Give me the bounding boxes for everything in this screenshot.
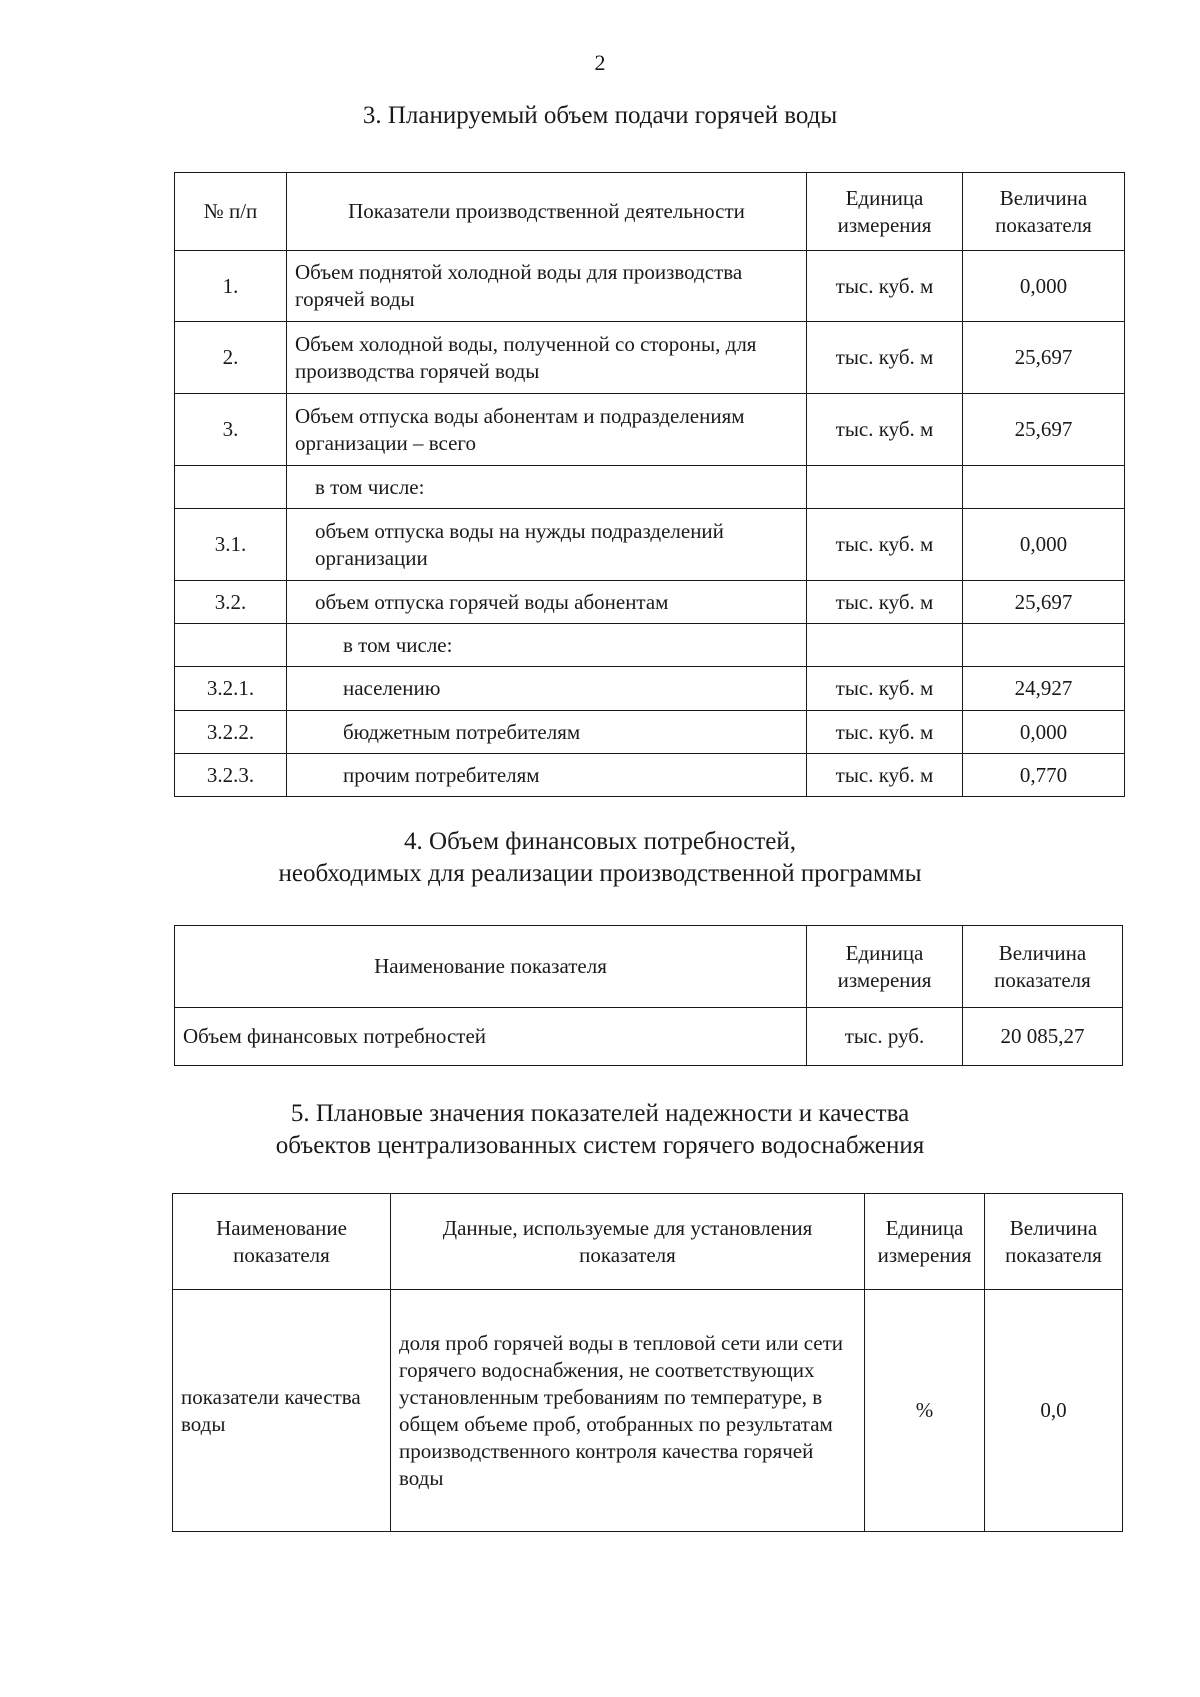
- row-value: 24,927: [963, 667, 1125, 711]
- table-row: [175, 667, 1125, 711]
- row-num: 3.2.2.: [175, 711, 287, 754]
- table-row: [175, 466, 1125, 509]
- row-value: 25,697: [963, 581, 1125, 624]
- row-unit: тыс. куб. м: [807, 667, 963, 711]
- section-3-table: [174, 172, 1125, 797]
- table-row: [175, 754, 1125, 797]
- row-value: 20 085,27: [963, 1008, 1123, 1066]
- row-num: [175, 624, 287, 667]
- row-name: бюджетным потребителям: [287, 711, 807, 754]
- row-name: населению: [287, 667, 807, 711]
- row-name: объем отпуска воды на нужды подразделений организации: [287, 509, 807, 581]
- row-data: доля проб горячей воды в тепловой сети или сети горячего водоснабжения, не соответствующих установленным требованиям по температуре, в общем объеме проб, отобранных по результатам производственного контроля качества горячей воды: [391, 1290, 865, 1532]
- header-name: Наименование показателя: [175, 926, 807, 1008]
- row-name: Объем холодной воды, полученной со стороны, для производства горячей воды: [287, 322, 807, 394]
- section-4-table: [174, 925, 1123, 1066]
- row-num: 3.: [175, 394, 287, 466]
- section-4-title-line-1: 4. Объем финансовых потребностей,: [404, 828, 796, 855]
- row-name: прочим потребителям: [287, 754, 807, 797]
- row-unit: %: [865, 1290, 985, 1532]
- table-header-row: [175, 926, 1123, 1008]
- row-name: объем отпуска горячей воды абонентам: [287, 581, 807, 624]
- row-unit: тыс. куб. м: [807, 754, 963, 797]
- row-value: 0,000: [963, 711, 1125, 754]
- header-num: № п/п: [175, 173, 287, 251]
- section-4-title-line-2: необходимых для реализации производственной программы: [278, 860, 922, 887]
- table-row: [175, 509, 1125, 581]
- header-unit: Единица измерения: [865, 1194, 985, 1290]
- section-4-title: [0, 826, 1200, 890]
- header-unit: Единица измерения: [807, 926, 963, 1008]
- table-header-row: [173, 1194, 1123, 1290]
- table-row: [175, 322, 1125, 394]
- table-header-row: [175, 173, 1125, 251]
- row-unit: тыс. куб. м: [807, 581, 963, 624]
- section-5-title-line-1: 5. Плановые значения показателей надежности и качества: [290, 1100, 910, 1127]
- row-value: 0,000: [963, 509, 1125, 581]
- row-unit: тыс. руб.: [807, 1008, 963, 1066]
- table-row: [175, 581, 1125, 624]
- row-value: 0,000: [963, 251, 1125, 322]
- table-row: [175, 1008, 1123, 1066]
- row-unit: [807, 624, 963, 667]
- row-unit: тыс. куб. м: [807, 509, 963, 581]
- row-unit: тыс. куб. м: [807, 394, 963, 466]
- row-name: Объем поднятой холодной воды для производства горячей воды: [287, 251, 807, 322]
- row-num: [175, 466, 287, 509]
- row-value: [963, 624, 1125, 667]
- row-name: Объем отпуска воды абонентам и подразделениям организации – всего: [287, 394, 807, 466]
- row-name: показатели качества воды: [173, 1290, 391, 1532]
- row-value: 25,697: [963, 394, 1125, 466]
- section-5-title: [0, 1098, 1200, 1162]
- row-unit: [807, 466, 963, 509]
- row-value: [963, 466, 1125, 509]
- table-row: [175, 624, 1125, 667]
- header-value: Величина показателя: [985, 1194, 1123, 1290]
- row-num: 3.1.: [175, 509, 287, 581]
- section-5-title-line-2: объектов централизованных систем горячего водоснабжения: [275, 1132, 925, 1159]
- section-3-title: 3. Планируемый объем подачи горячей воды: [362, 102, 838, 129]
- table-row: [175, 394, 1125, 466]
- table-row: [175, 251, 1125, 322]
- row-num: 2.: [175, 322, 287, 394]
- row-num: 3.2.1.: [175, 667, 287, 711]
- row-value: 0,770: [963, 754, 1125, 797]
- table-row: [173, 1290, 1123, 1532]
- header-data: Данные, используемые для установления показателя: [391, 1194, 865, 1290]
- row-unit: тыс. куб. м: [807, 251, 963, 322]
- row-unit: тыс. куб. м: [807, 711, 963, 754]
- header-value: Величина показателя: [963, 926, 1123, 1008]
- row-unit: тыс. куб. м: [807, 322, 963, 394]
- section-5-table: [172, 1193, 1123, 1532]
- row-num: 3.2.3.: [175, 754, 287, 797]
- page-number: 2: [594, 50, 606, 75]
- row-num: 1.: [175, 251, 287, 322]
- row-name: Объем финансовых потребностей: [175, 1008, 807, 1066]
- table-row: [175, 711, 1125, 754]
- header-indicator: Показатели производственной деятельности: [287, 173, 807, 251]
- header-value: Величина показателя: [963, 173, 1125, 251]
- header-unit: Единица измерения: [807, 173, 963, 251]
- row-name: в том числе:: [287, 624, 807, 667]
- row-value: 0,0: [985, 1290, 1123, 1532]
- row-num: 3.2.: [175, 581, 287, 624]
- header-name: Наименование показателя: [173, 1194, 391, 1290]
- row-value: 25,697: [963, 322, 1125, 394]
- row-name: в том числе:: [287, 466, 807, 509]
